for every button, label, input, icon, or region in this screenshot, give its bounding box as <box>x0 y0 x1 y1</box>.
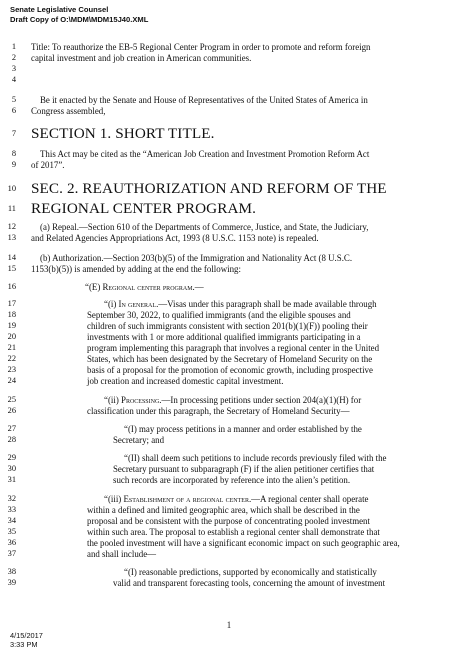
line-number: 9 <box>11 160 16 169</box>
text-line <box>40 95 368 105</box>
text-run: investments with 1 or more additional qualified immigrants participating in a <box>87 332 361 342</box>
text-line <box>40 149 369 159</box>
line-number: 8 <box>11 149 16 158</box>
document-footer <box>10 631 43 649</box>
text-run: such records are incorporated by reference into the alien’s petition. <box>113 475 351 485</box>
line-number: 27 <box>7 424 16 433</box>
line-number: 15 <box>7 264 16 273</box>
text-line <box>87 549 156 559</box>
line-number: 14 <box>7 253 16 262</box>
line-number: 17 <box>7 299 16 308</box>
text-run: Title: To reauthorize the EB-5 Regional Center Program in order to promote and reform foreign <box>31 42 371 52</box>
text-line <box>87 376 283 386</box>
small-caps-heading: In general <box>118 299 157 309</box>
section-heading <box>31 125 215 142</box>
line-number: 38 <box>7 567 16 576</box>
line-number: 7 <box>11 129 16 138</box>
footer-time: 3:33 PM <box>10 640 38 649</box>
line-number: 2 <box>11 53 16 62</box>
text-run: 1153(b)(5)) is amended by adding at the end the following: <box>31 264 241 274</box>
text-line <box>87 332 361 342</box>
text-line <box>40 253 352 263</box>
page-number: 1 <box>226 620 232 630</box>
text-line <box>31 106 105 116</box>
text-run: children of such immigrants consistent with section 201(b)(1)(F)) pooling their <box>87 321 368 331</box>
text-run: of 2017”. <box>31 160 65 170</box>
line-number: 30 <box>7 464 16 473</box>
text-run: “(iii) <box>104 494 124 504</box>
line-number: 1 <box>11 42 16 51</box>
line-number: 4 <box>11 75 16 84</box>
footer-date: 4/15/2017 <box>10 631 43 640</box>
header-office: Senate Legislative Counsel <box>10 5 109 14</box>
small-caps-heading: Establishment of a regional center <box>123 494 249 504</box>
text-run: and Related Agencies Appropriations Act, 1993 (8 U.S.C. 1153 note) is repealed. <box>31 233 319 243</box>
text-line <box>31 233 319 243</box>
line-number: 22 <box>7 354 16 363</box>
text-run: “(I) reasonable predictions, supported by economically and statistically <box>124 567 377 577</box>
line-number: 29 <box>7 453 16 462</box>
text-run: basis of a proposal for the promotion of economic growth, including prospective <box>87 365 373 375</box>
small-caps-heading: Regional center program <box>102 282 193 292</box>
line-number: 19 <box>7 321 16 330</box>
line-number: 23 <box>7 365 16 374</box>
text-line <box>87 406 349 416</box>
text-line <box>113 475 350 485</box>
text-run: “(E) <box>85 282 103 292</box>
text-run: .—A regional center shall operate <box>248 494 369 504</box>
text-run: and shall include— <box>87 549 157 559</box>
line-number: 36 <box>7 538 16 547</box>
text-line <box>87 538 400 548</box>
document-header <box>10 5 148 25</box>
text-line <box>113 578 385 588</box>
line-number: 32 <box>7 494 16 503</box>
text-run: SEC. 2. REAUTHORIZATION AND REFORM OF THE <box>31 180 387 197</box>
text-run: proposal and be consistent with the purpose of concentrating pooled investment <box>87 516 370 526</box>
text-run: States, which has been designated by the Secretary of Homeland Security on the <box>87 354 373 364</box>
text-run: program implementing this paragraph that involves a regional center in the United <box>87 343 380 353</box>
text-line <box>104 299 377 309</box>
text-run: SECTION 1. SHORT TITLE. <box>31 125 215 142</box>
text-run: .—Visas under this paragraph shall be made available through <box>156 299 377 309</box>
text-run: “(i) <box>104 299 119 309</box>
text-run: September 30, 2022, to qualified immigrants (and the eligible spouses and <box>87 310 351 320</box>
section-heading <box>31 200 256 217</box>
text-line <box>31 264 241 274</box>
text-run: job creation and increased domestic capital investment. <box>87 376 284 386</box>
text-run: “(I) may process petitions in a manner and order established by the <box>124 424 362 434</box>
text-line <box>113 435 164 445</box>
text-run: capital investment and job creation in American communities. <box>31 53 252 63</box>
text-run: Secretary; and <box>113 435 165 445</box>
text-line <box>124 453 386 463</box>
text-run: Be it enacted by the Senate and House of Representatives of the United States of America in <box>40 95 368 105</box>
line-number: 33 <box>7 505 16 514</box>
small-caps-heading: Processing <box>121 395 160 405</box>
text-run: REGIONAL CENTER PROGRAM. <box>31 200 257 217</box>
line-number: 37 <box>7 549 16 558</box>
line-number: 34 <box>7 516 16 525</box>
text-run: This Act may be cited as the “American Job Creation and Investment Promotion Reform Act <box>40 149 370 159</box>
text-line <box>31 160 65 170</box>
text-run: Congress assembled, <box>31 106 106 116</box>
line-number: 5 <box>11 95 16 104</box>
line-number: 18 <box>7 310 16 319</box>
line-number: 24 <box>7 376 16 385</box>
header-draft-path: Draft Copy of O:\MDM\MDM15J40.XML <box>10 15 149 24</box>
line-number: 16 <box>7 282 16 291</box>
text-line <box>31 42 371 52</box>
line-number: 3 <box>11 64 16 73</box>
text-line <box>87 343 379 353</box>
text-run: “(II) shall deem such petitions to include records previously filed with the <box>124 453 387 463</box>
text-line <box>87 354 372 364</box>
text-line <box>124 567 377 577</box>
text-line <box>87 310 351 320</box>
line-number: 28 <box>7 435 16 444</box>
line-number: 6 <box>11 106 16 115</box>
text-line <box>87 516 370 526</box>
text-line <box>40 222 368 232</box>
line-number: 25 <box>7 395 16 404</box>
line-number: 39 <box>7 578 16 587</box>
text-line <box>113 464 374 474</box>
text-run: .—In processing petitions under section 204(a)(1)(H) for <box>159 395 362 405</box>
line-number: 12 <box>7 222 16 231</box>
text-line <box>87 527 380 537</box>
text-run: valid and transparent forecasting tools, concerning the amount of investment <box>113 578 386 588</box>
text-line <box>87 365 373 375</box>
text-line <box>85 282 204 292</box>
line-number: 13 <box>7 233 16 242</box>
text-line <box>87 505 360 515</box>
text-line <box>104 494 368 504</box>
line-number: 21 <box>7 343 16 352</box>
line-number: 10 <box>7 184 16 193</box>
line-number: 31 <box>7 475 16 484</box>
line-number: 20 <box>7 332 16 341</box>
text-line <box>124 424 362 434</box>
text-line <box>87 321 368 331</box>
section-heading <box>31 180 387 197</box>
text-run: (b) Authorization.—Section 203(b)(5) of the Immigration and Nationality Act (8 U.S.C. <box>40 253 353 263</box>
text-run: classification under this paragraph, the Secretary of Homeland Security— <box>87 406 350 416</box>
line-number: 11 <box>7 204 16 213</box>
text-run: within such area. The proposal to establish a regional center shall demonstrate that <box>87 527 380 537</box>
text-run: (a) Repeal.—Section 610 of the Departments of Commerce, Justice, and State, the Judiciary, <box>40 222 369 232</box>
text-run: “(ii) <box>104 395 122 405</box>
text-run: Secretary pursuant to subparagraph (F) if the alien petitioner certifies that <box>113 464 375 474</box>
text-run: .— <box>192 282 204 292</box>
text-run: within a defined and limited geographic area, which shall be described in the <box>87 505 360 515</box>
text-line <box>104 395 361 405</box>
text-run: the pooled investment will have a significant economic impact on such geographic area, <box>87 538 400 548</box>
line-number: 35 <box>7 527 16 536</box>
line-number: 26 <box>7 406 16 415</box>
text-line <box>31 53 251 63</box>
